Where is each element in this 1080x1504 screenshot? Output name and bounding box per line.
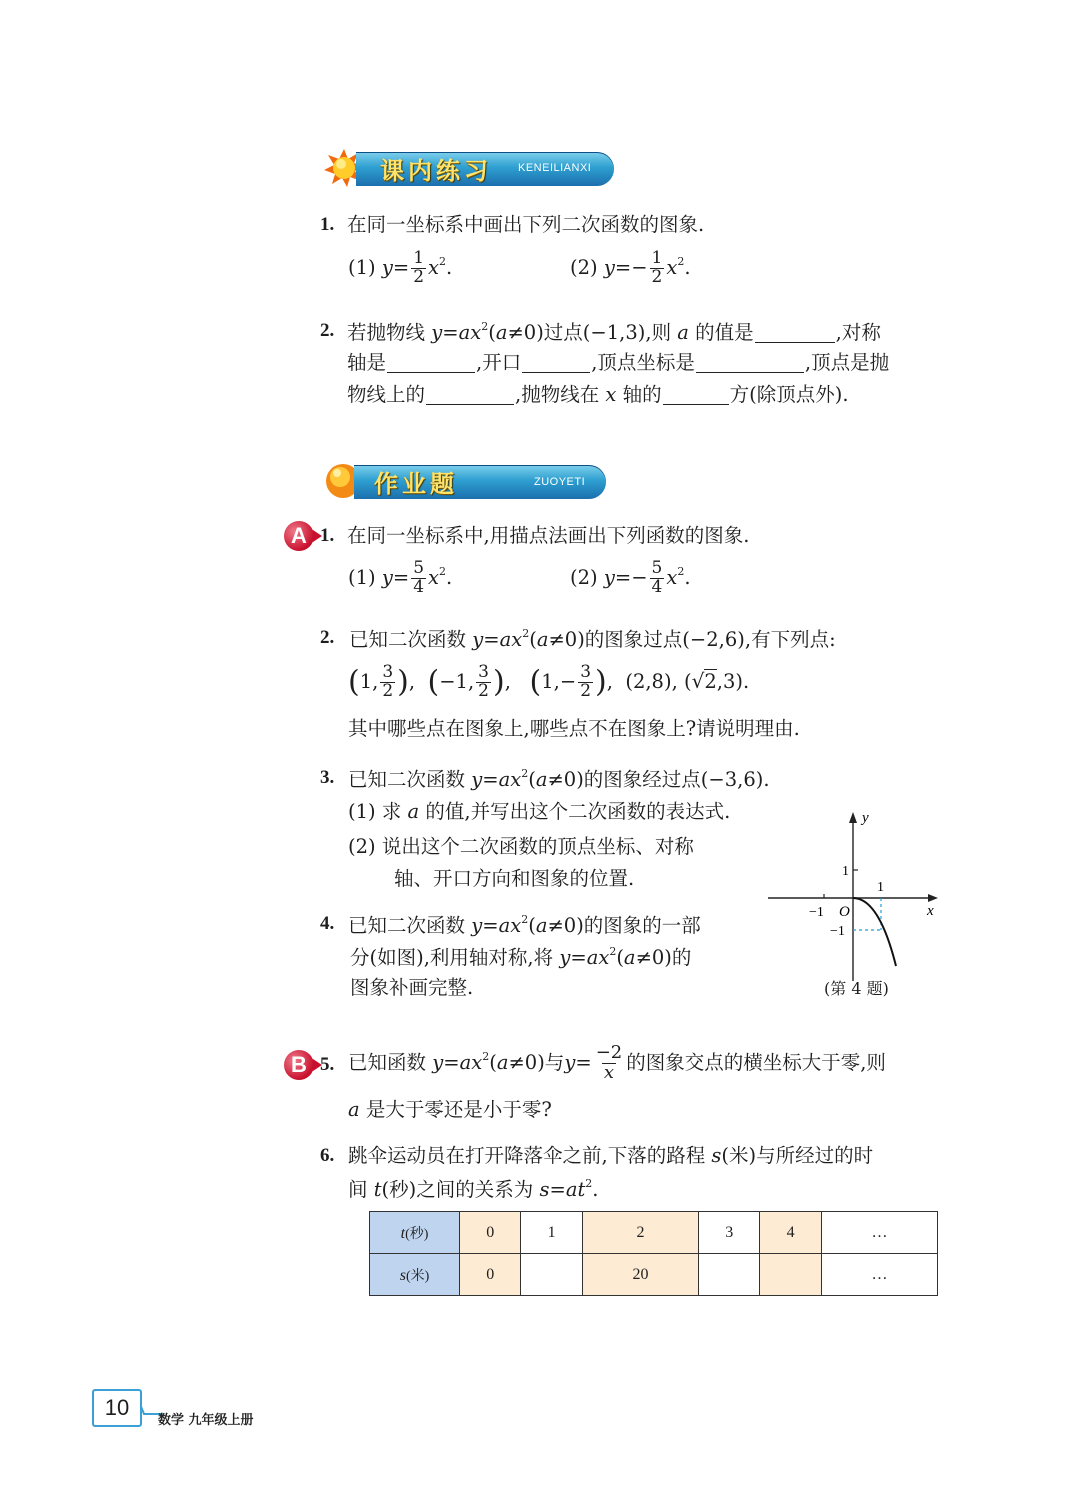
y-axis-label: y [862,810,869,826]
sub-question: 轴、开口方向和图象的位置. [394,867,635,890]
table-cell-blank[interactable] [760,1254,821,1296]
tick-label-x1: 1 [877,880,884,895]
table-cell: 1 [521,1212,582,1254]
answer-blank[interactable] [387,354,475,373]
point-list: (1, $\frac{3}{2}$ ), (−1, $\frac{3}{2}$ ), (1,− $\frac{3}{2}$ ), (2,8), (√2,3). [348,662,750,701]
section-title: 课内练习 [380,157,492,185]
question-number: 1. [320,214,335,235]
question-text-line: 已知二次函数 $y=ax^2(a\ne 0)$的图象过点(−2,6),有下列点: [349,627,836,651]
question-text-line: 物线上的 ,抛物线在 x 轴的 方(除顶点外). [347,383,849,406]
table-cell: 4 [760,1212,821,1254]
question-text-line: a 是大于零还是小于零? [348,1098,552,1121]
sub-question: (2) 说出这个二次函数的顶点坐标、对称 [348,835,694,858]
question-text-line: 图象补画完整. [350,976,474,999]
book-title: 数学 九年级上册 [158,1413,254,1428]
origin-label: O [839,904,850,920]
question-text-line: 其中哪些点在图象上,哪些点不在图象上?请说明理由. [348,717,800,740]
table-cell: 2 [582,1212,698,1254]
table-cell-blank[interactable] [698,1254,759,1296]
answer-blank[interactable] [755,324,835,343]
question-number: 2. [320,320,335,341]
question-number: 2. [320,627,335,648]
question-number: 6. [320,1145,335,1166]
section-subtitle: KENEILIANXI [518,162,592,174]
sub-question-1b: (2) y=− $\frac{5}{4}$ $x^2$. [570,558,691,597]
question-number: 4. [320,913,335,934]
table-cell: 0 [460,1254,521,1296]
question-number: 1. [320,525,335,546]
question-text-line: 已知二次函数 $y=ax^2(a\ne 0)$的图象经过点(−3,6). [348,767,770,791]
x-axis-label: x [927,903,934,919]
section-banner-zuoyeti [322,460,606,500]
section-subtitle: ZUOYETI [534,476,586,488]
tick-label-y1: 1 [842,864,849,879]
section-title: 作业题 [374,470,458,498]
question-text: 在同一坐标系中画出下列二次函数的图象. [347,213,705,236]
question-text-line: 若抛物线 $y=ax^2(a\ne 0)$过点(−1,3),则 a 的值是 ,对称 [347,320,881,344]
sqrt-symbol: √ [691,668,705,693]
data-table [369,1211,938,1296]
question-text-line: 已知函数 $y=ax^2(a\ne 0)$与y= $\frac{-2}{x}$ 的图象交点的横坐标大于零,则 [348,1042,886,1083]
sub-question-1a: (1) y= $\frac{5}{4}$ $x^2$. [348,558,453,597]
question-number: 5. [320,1054,335,1075]
level-b-badge: B [284,1050,314,1080]
figure-caption: (第 4 题) [824,979,889,998]
sub-question-1b: (2) y=− $\frac{1}{2}$ $x^2$. [570,248,691,287]
table-cell: … [821,1212,937,1254]
answer-blank[interactable] [426,386,514,405]
question-text-line: 间 t(秒)之间的关系为 $s=at^2$. [348,1177,599,1201]
parabola-figure [766,806,946,1006]
page-number: 10 [92,1389,142,1427]
sub-question-1a: (1) y= $\frac{1}{2}$ $x^2$. [348,248,453,287]
table-row-header: s(米) [370,1254,460,1296]
answer-blank[interactable] [663,386,729,405]
section-banner-keneilianxi [322,150,614,186]
question-text-line: 分(如图),利用轴对称,将 $y=ax^2(a\ne 0)$的 [350,945,692,969]
question-text-line: 轴是 ,开口 ,顶点坐标是 ,顶点是抛 [347,351,890,374]
sub-question: (1) 求 a 的值,并写出这个二次函数的表达式. [348,800,731,823]
table-cell: … [821,1254,937,1296]
table-row [370,1212,938,1254]
question-text-line: 已知二次函数 $y=ax^2(a\ne 0)$的图象的一部 [348,913,701,937]
question-text-line: 跳伞运动员在打开降落伞之前,下落的路程 s(米)与所经过的时 [348,1144,874,1167]
level-a-badge: A [284,521,314,551]
table-row-header: t(秒) [370,1212,460,1254]
question-text: 在同一坐标系中,用描点法画出下列函数的图象. [347,524,750,547]
tick-label-ym1: −1 [830,924,845,939]
answer-blank[interactable] [696,354,804,373]
table-cell: 0 [460,1212,521,1254]
tick-label-xm1: −1 [809,905,824,920]
answer-blank[interactable] [522,354,590,373]
table-cell: 3 [698,1212,759,1254]
table-cell-blank[interactable] [521,1254,582,1296]
table-row [370,1254,938,1296]
question-number: 3. [320,767,335,788]
table-cell: 20 [582,1254,698,1296]
